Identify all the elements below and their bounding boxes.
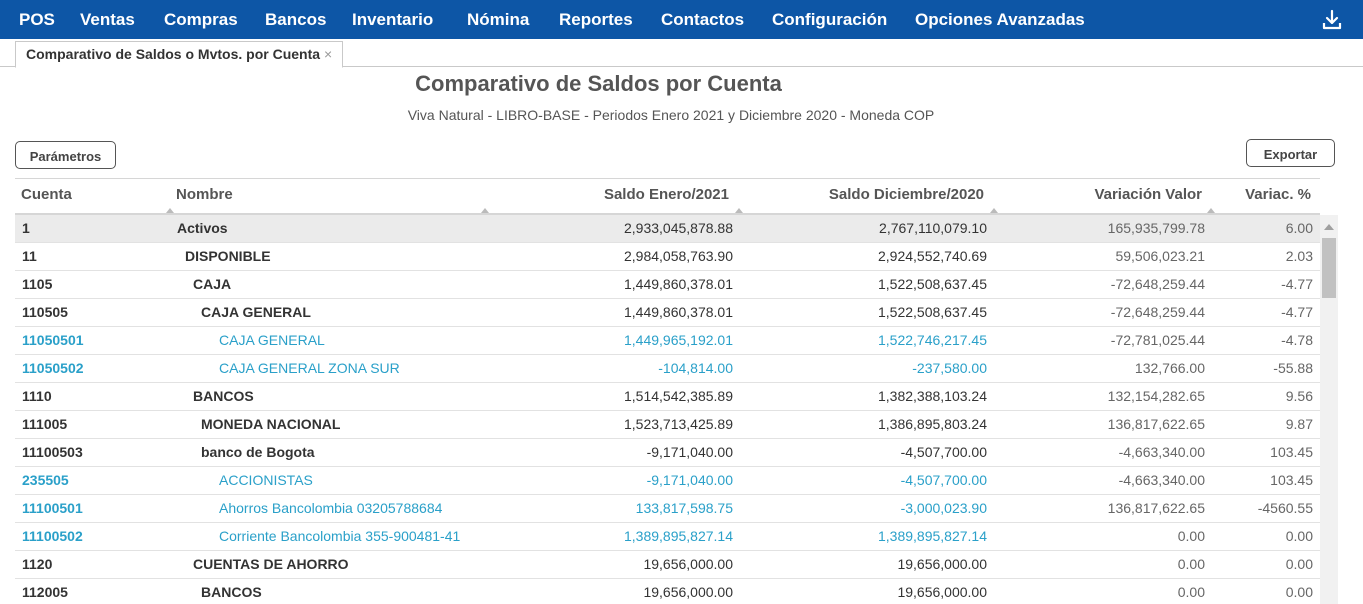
variacion-pct-value: -4.78 xyxy=(1281,332,1313,348)
saldo-enero-value: 2,933,045,878.88 xyxy=(624,220,733,236)
table-row[interactable] xyxy=(15,271,1320,299)
variacion-valor-value: 0.00 xyxy=(1177,528,1205,544)
vertical-scrollbar[interactable] xyxy=(1320,215,1338,604)
nav-item-opciones-avanzadas[interactable]: Opciones Avanzadas xyxy=(915,10,1085,29)
parameters-button[interactable]: Parámetros xyxy=(15,141,116,169)
header-divider xyxy=(15,178,1320,179)
account-name: BANCOS xyxy=(193,388,254,404)
account-name: banco de Bogota xyxy=(201,444,315,460)
column-header-saldo-enero[interactable]: Saldo Enero/2021 xyxy=(603,186,729,203)
variacion-pct-value: 103.45 xyxy=(1270,472,1313,488)
saldo-enero-value: 2,984,058,763.90 xyxy=(624,248,733,264)
variacion-pct-value: -4.77 xyxy=(1281,304,1313,320)
variacion-pct-value: 9.56 xyxy=(1285,388,1313,404)
table-row[interactable] xyxy=(15,383,1320,411)
variacion-valor-value: 136,817,622.65 xyxy=(1107,416,1205,432)
saldo-enero-value: 19,656,000.00 xyxy=(643,556,733,572)
variacion-valor-value: 132,154,282.65 xyxy=(1107,388,1205,404)
nav-item-reportes[interactable]: Reportes xyxy=(559,10,633,29)
table-body xyxy=(15,215,1320,604)
variacion-pct-value: 0.00 xyxy=(1285,584,1313,600)
variacion-valor-value: 132,766.00 xyxy=(1134,360,1205,376)
nav-item-ventas[interactable]: Ventas xyxy=(80,10,135,29)
account-code: 1110 xyxy=(22,388,52,404)
table-row[interactable] xyxy=(15,551,1320,579)
saldo-enero-value: 1,449,860,378.01 xyxy=(624,304,733,320)
account-code[interactable]: 235505 xyxy=(22,472,69,488)
variacion-valor-value: -4,663,340.00 xyxy=(1118,444,1205,460)
account-name[interactable]: CAJA GENERAL ZONA SUR xyxy=(219,360,400,376)
variacion-pct-value: -4.77 xyxy=(1281,276,1313,292)
account-code: 1 xyxy=(22,220,30,236)
account-name: CAJA xyxy=(193,276,232,292)
account-name: CAJA GENERAL xyxy=(201,304,311,320)
saldo-enero-value: 19,656,000.00 xyxy=(643,584,733,600)
saldo-enero-value: 1,449,965,192.01 xyxy=(624,332,733,348)
account-name: DISPONIBLE xyxy=(185,248,271,264)
account-name: BANCOS xyxy=(201,584,262,600)
saldo-diciembre-value: 1,522,508,637.45 xyxy=(878,304,987,320)
nav-item-compras[interactable]: Compras xyxy=(164,10,238,29)
table-row[interactable] xyxy=(15,467,1320,495)
saldo-diciembre-value: -237,580.00 xyxy=(912,360,987,376)
sort-icon[interactable] xyxy=(990,208,998,213)
saldo-diciembre-value: 1,382,388,103.24 xyxy=(878,388,987,404)
table-row[interactable] xyxy=(15,215,1320,243)
variacion-valor-value: -4,663,340.00 xyxy=(1118,472,1205,488)
variacion-pct-value: 103.45 xyxy=(1270,444,1313,460)
saldo-diciembre-value: 2,767,110,079.10 xyxy=(879,220,987,236)
variacion-valor-value: -72,781,025.44 xyxy=(1110,332,1205,348)
sort-icon[interactable] xyxy=(1207,208,1215,213)
account-code: 110505 xyxy=(22,304,68,320)
table-row[interactable] xyxy=(15,411,1320,439)
nav-item-nomina[interactable]: Nómina xyxy=(467,10,530,29)
report-title: Comparativo de Saldos por Cuenta xyxy=(415,71,782,96)
saldo-enero-value: 1,514,542,385.89 xyxy=(624,388,733,404)
table-row[interactable] xyxy=(15,439,1320,467)
table-row[interactable] xyxy=(15,523,1320,551)
variacion-valor-value: 0.00 xyxy=(1177,556,1205,572)
variacion-valor-value: 165,935,799.78 xyxy=(1107,220,1205,236)
export-button[interactable]: Exportar xyxy=(1246,139,1335,167)
download-icon[interactable] xyxy=(1321,9,1343,31)
saldo-diciembre-value: -4,507,700.00 xyxy=(900,444,987,460)
column-header-saldo-diciembre[interactable]: Saldo Diciembre/2020 xyxy=(828,186,984,203)
account-name[interactable]: ACCIONISTAS xyxy=(219,472,313,488)
nav-item-contactos[interactable]: Contactos xyxy=(661,10,745,29)
account-code: 111005 xyxy=(22,416,68,432)
table-row[interactable] xyxy=(15,355,1320,383)
account-code[interactable]: 11100502 xyxy=(22,528,83,544)
nav-item-bancos[interactable]: Bancos xyxy=(265,10,327,29)
saldo-diciembre-value: 1,386,895,803.24 xyxy=(878,416,987,432)
saldo-enero-value: 133,817,598.75 xyxy=(635,500,733,516)
nav-item-inventario[interactable]: Inventario xyxy=(352,10,434,29)
table-row[interactable] xyxy=(15,327,1320,355)
variacion-valor-value: 136,817,622.65 xyxy=(1107,500,1205,516)
sort-icon[interactable] xyxy=(166,208,174,213)
tab-comparativo[interactable] xyxy=(15,41,343,68)
saldo-enero-value: 1,523,713,425.89 xyxy=(624,416,733,432)
saldo-enero-value: 1,449,860,378.01 xyxy=(624,276,733,292)
saldo-enero-value: -9,171,040.00 xyxy=(646,444,733,460)
variacion-valor-value: 0.00 xyxy=(1177,584,1205,600)
column-header-variacion-valor[interactable]: Variación Valor xyxy=(1094,186,1202,203)
saldo-diciembre-value: 19,656,000.00 xyxy=(897,556,987,572)
variacion-pct-value: -4560.55 xyxy=(1257,500,1313,516)
account-name: CUENTAS DE AHORRO xyxy=(193,556,349,572)
column-header-variacion-pct[interactable]: Variac. % xyxy=(1245,186,1311,203)
report-subtitle: Viva Natural - LIBRO-BASE - Periodos Enero 2021 y Diciembre 2020 - Moneda COP xyxy=(407,107,935,123)
table-row[interactable] xyxy=(15,495,1320,523)
account-code[interactable]: 11100501 xyxy=(22,500,83,516)
account-code: 1120 xyxy=(22,556,53,572)
nav-item-pos[interactable]: POS xyxy=(19,10,55,29)
variacion-valor-value: -72,648,259.44 xyxy=(1110,304,1205,320)
saldo-diciembre-value: 2,924,552,740.69 xyxy=(878,248,987,264)
variacion-pct-value: 0.00 xyxy=(1285,528,1313,544)
tab-label: Comparativo de Saldos o Mvtos. por Cuenta xyxy=(26,46,321,62)
saldo-diciembre-value: 1,522,746,217.45 xyxy=(878,332,987,348)
account-code: 112005 xyxy=(22,584,68,600)
variacion-pct-value: 9.87 xyxy=(1285,416,1313,432)
variacion-pct-value: 6.00 xyxy=(1285,220,1313,236)
saldo-diciembre-value: 1,522,508,637.45 xyxy=(878,276,987,292)
account-code: 11 xyxy=(22,248,37,264)
saldo-diciembre-value: 1,389,895,827.14 xyxy=(878,528,987,544)
scroll-up-icon[interactable] xyxy=(1324,224,1334,230)
saldo-enero-value: 1,389,895,827.14 xyxy=(624,528,733,544)
account-code: 1105 xyxy=(22,276,53,292)
variacion-pct-value: 2.03 xyxy=(1285,248,1313,264)
variacion-pct-value: 0.00 xyxy=(1285,556,1313,572)
top-navigation-bar xyxy=(0,0,1363,39)
table-row[interactable] xyxy=(15,299,1320,327)
account-name[interactable]: Corriente Bancolombia 355-900481-41 xyxy=(219,528,461,544)
account-name[interactable]: CAJA GENERAL xyxy=(219,332,325,348)
account-name: MONEDA NACIONAL xyxy=(201,416,341,432)
tab-bar xyxy=(0,39,1363,67)
column-header-cuenta[interactable]: Cuenta xyxy=(21,186,72,203)
account-code[interactable]: 11050501 xyxy=(22,332,84,348)
table-row[interactable] xyxy=(15,243,1320,271)
table-row[interactable] xyxy=(15,579,1320,604)
saldo-diciembre-value: -4,507,700.00 xyxy=(900,472,987,488)
nav-item-configuracion[interactable]: Configuración xyxy=(772,10,888,29)
account-code: 11100503 xyxy=(22,444,83,460)
table-header xyxy=(15,180,1320,215)
column-header-nombre[interactable]: Nombre xyxy=(176,186,233,203)
variacion-valor-value: 59,506,023.21 xyxy=(1115,248,1205,264)
saldo-diciembre-value: -3,000,023.90 xyxy=(900,500,987,516)
variacion-pct-value: -55.88 xyxy=(1273,360,1313,376)
saldo-diciembre-value: 19,656,000.00 xyxy=(897,584,987,600)
variacion-valor-value: -72,648,259.44 xyxy=(1110,276,1205,292)
sort-icon[interactable] xyxy=(735,208,743,213)
account-code[interactable]: 11050502 xyxy=(22,360,84,376)
scrollbar-thumb[interactable] xyxy=(1322,238,1336,298)
saldo-enero-value: -9,171,040.00 xyxy=(646,472,733,488)
sort-icon[interactable] xyxy=(481,208,489,213)
account-name: Activos xyxy=(177,220,228,236)
close-icon[interactable]: × xyxy=(324,46,333,62)
account-name[interactable]: Ahorros Bancolombia 03205788684 xyxy=(219,500,443,516)
saldo-enero-value: -104,814.00 xyxy=(658,360,733,376)
